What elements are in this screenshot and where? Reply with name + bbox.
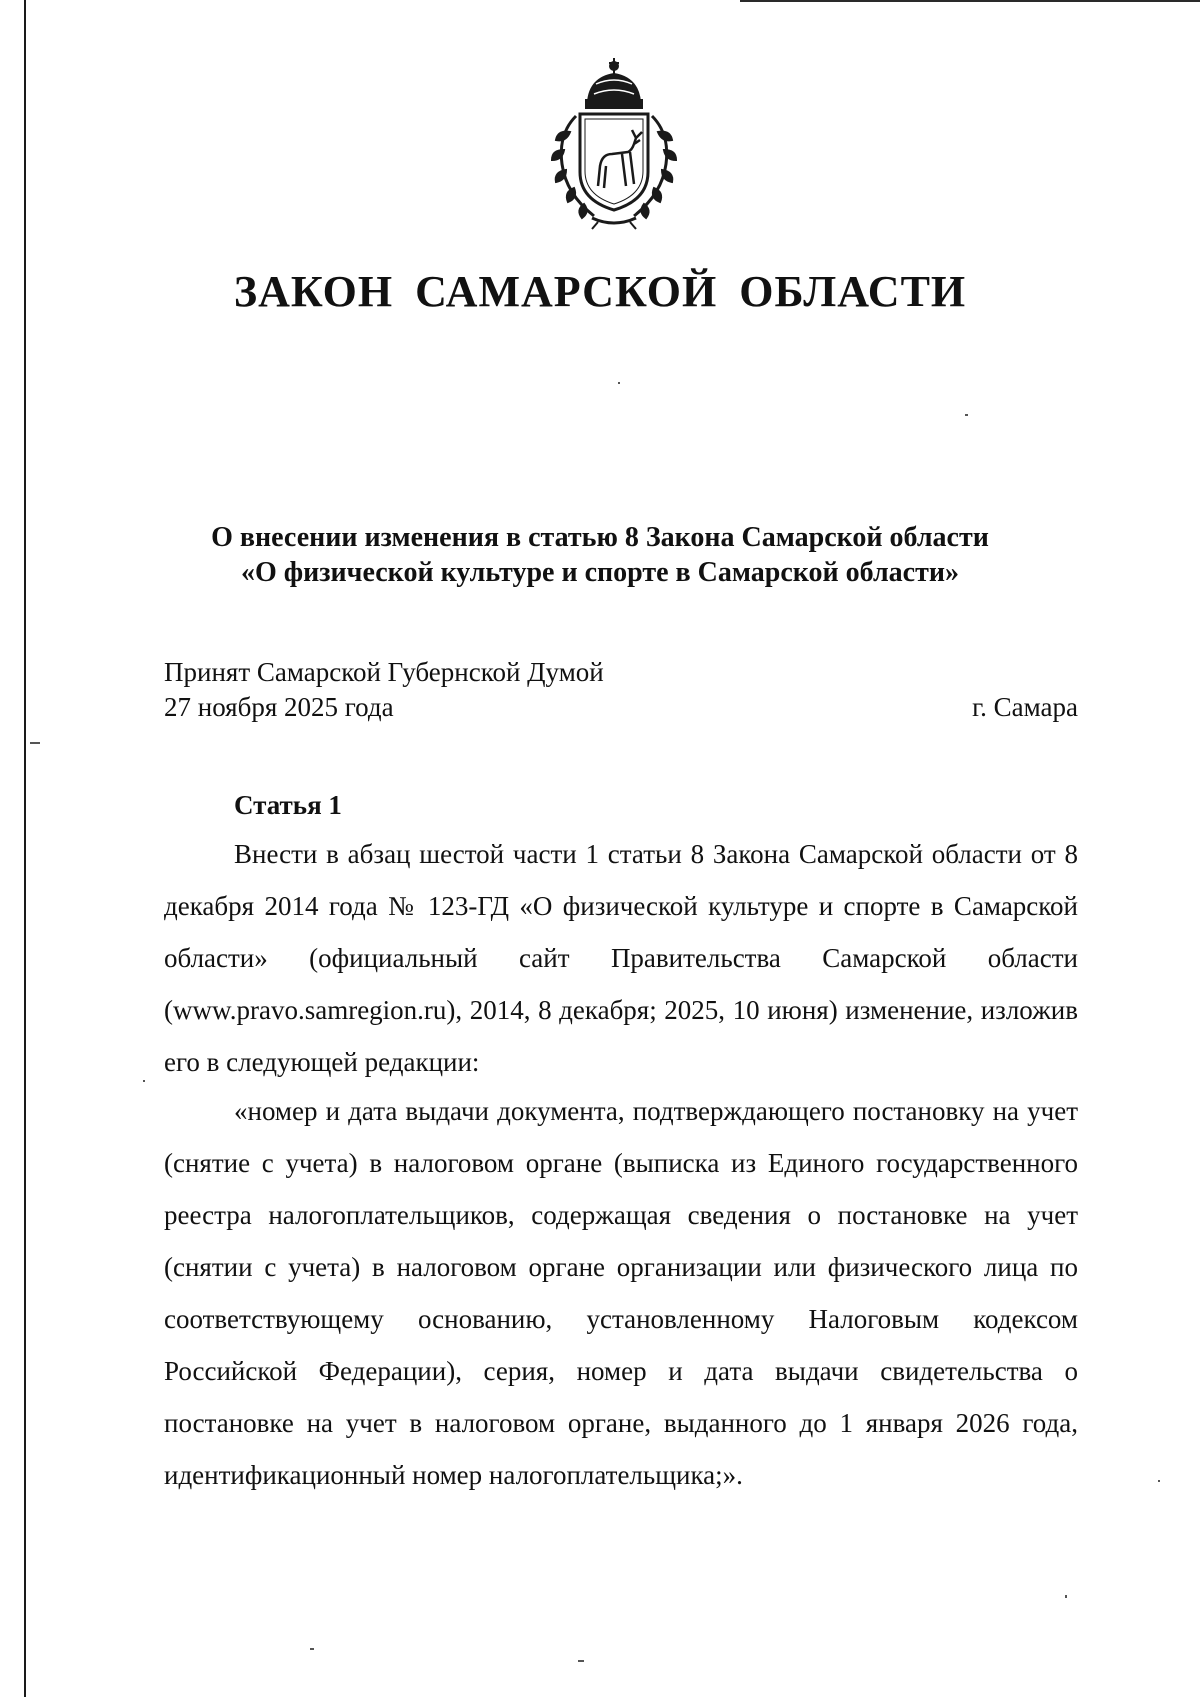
scan-speck xyxy=(143,1080,145,1082)
adoption-date: 27 ноября 2025 года xyxy=(164,692,394,722)
article-paragraph: Внести в абзац шестой части 1 статьи 8 Закона Самарской области от 8 декабря 2014 года № 123-ГД «О физической культуре и спорте в Самарской области» (официальный сайт Правительства Самарской области (www.pravo.samregion.ru), 2014, 8 декабря; 2025, 10 июня) изменение, изложив его в следующей редакции: xyxy=(164,839,1078,1077)
law-title: ЗАКОН САМАРСКОЙ ОБЛАСТИ xyxy=(233,267,967,316)
scan-speck xyxy=(30,742,40,744)
scan-top-edge xyxy=(740,0,1200,2)
scan-speck xyxy=(618,382,620,384)
article-paragraph: «номер и дата выдачи документа, подтверждающего постановку на учет (снятие с учета) в налоговом органе (выписка из Единого государственного реестра налогоплательщиков, содержащая сведения о постановке на учет (снятии с учета) в налоговом органе организации или физического лица по соответствующему основанию, установленному Налоговым кодексом Российской Федерации), серия, номер и дата выдачи свидетельства о постановке на учет в налоговом органе, выданного до 1 января 2026 года, идентификационный номер налогоплательщика;». xyxy=(164,1096,1078,1490)
scan-speck xyxy=(965,414,968,416)
law-subject-line: «О физической культуре и спорте в Самарской области» xyxy=(241,557,959,588)
adopted-by: Принят Самарской Губернской Думой xyxy=(164,657,604,687)
scan-speck xyxy=(578,1660,584,1662)
article-heading: Статья 1 xyxy=(234,790,342,820)
law-subject xyxy=(100,520,1100,590)
scan-left-edge xyxy=(24,0,26,1697)
adoption-info xyxy=(164,655,604,725)
law-subject-line: О внесении изменения в статью 8 Закона Самарской области xyxy=(211,522,989,553)
city: г. Самара xyxy=(972,692,1078,722)
scan-speck xyxy=(310,1648,314,1650)
scan-speck xyxy=(1065,1595,1067,1598)
samara-coat-of-arms-icon xyxy=(536,54,692,230)
scan-speck xyxy=(1158,1480,1160,1482)
